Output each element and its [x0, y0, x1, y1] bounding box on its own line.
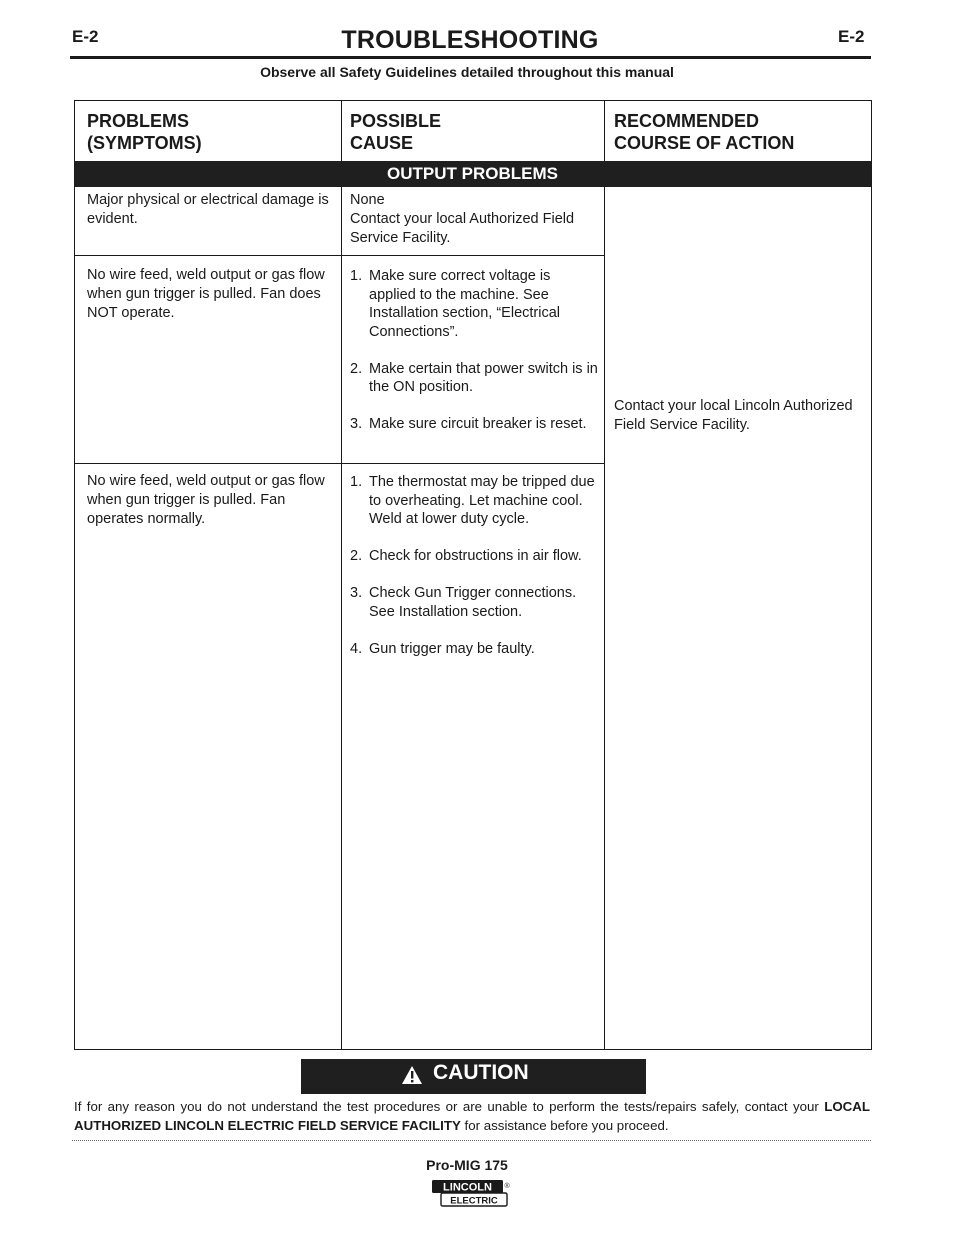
caution-text-end: for assistance before you proceed. [460, 1118, 669, 1133]
column-divider [341, 101, 342, 1049]
step-text: Check for obstructions in air flow. [369, 548, 582, 564]
logo-line2: ELECTRIC [450, 1195, 498, 1207]
row-divider [75, 255, 604, 256]
step-text: Gun trigger may be faulty. [369, 640, 535, 657]
page-title: TROUBLESHOOTING [341, 26, 599, 54]
safety-note: Observe all Safety Guidelines detailed throughout this manual [260, 64, 674, 80]
caution-text-start: If for any reason you do not understand the test procedures or are unable to perform the tests/repairs safely, contact your [74, 1099, 825, 1114]
step-text: The thermostat may be tripped due to overheating. Let machine cool. Weld at lower duty cycle. [369, 474, 595, 527]
step-number: 1. [350, 474, 363, 490]
page-number-right: E-2 [838, 27, 865, 46]
caution-banner [301, 1059, 646, 1094]
logo-registered-mark: ® [504, 1183, 510, 1190]
section-title: OUTPUT PROBLEMS [387, 164, 558, 183]
list-item [350, 267, 598, 341]
list-item [350, 473, 600, 529]
step-number: 3. [350, 416, 363, 432]
lincoln-electric-logo [431, 1179, 511, 1208]
model-name: Pro-MIG 175 [426, 1157, 508, 1173]
step-text: Make sure correct voltage is applied to the machine. See Installation section, “Electrical Connections”. [369, 268, 560, 340]
step-number: 1. [350, 268, 363, 284]
troubleshooting-table [74, 100, 872, 1050]
step-number: 4. [350, 640, 363, 657]
cause-list [350, 473, 600, 677]
step-number: 3. [350, 585, 363, 601]
caution-text [74, 1097, 870, 1135]
footer-divider [72, 1140, 871, 1141]
recommended-action: Contact your local Lincoln Authorized Field Service Facility. [614, 398, 853, 433]
page-number-left: E-2 [72, 27, 99, 46]
logo-line1: LINCOLN [443, 1181, 492, 1194]
list-item [350, 640, 600, 659]
warning-triangle-icon [401, 1065, 423, 1085]
header-problems: PROBLEMS (SYMPTOMS) [87, 111, 202, 153]
cause-text: None Contact your local Authorized Field Service Facility. [350, 192, 575, 246]
caution-label: CAUTION [433, 1061, 529, 1084]
step-text: Make sure circuit breaker is reset. [369, 416, 587, 432]
header-action: RECOMMENDED COURSE OF ACTION [614, 111, 795, 153]
symptom-text: No wire feed, weld output or gas flow when gun trigger is pulled. Fan operates normally. [87, 473, 325, 527]
row-divider [75, 463, 604, 464]
column-divider [604, 101, 605, 1049]
list-item [350, 584, 600, 621]
list-item [350, 360, 598, 397]
step-number: 2. [350, 548, 363, 564]
step-number: 2. [350, 360, 363, 377]
caution-text-bold: LOCAL AUTHORIZED LINCOLN ELECTRIC FIELD SERVICE FACILITY [74, 1099, 870, 1133]
cause-list [350, 267, 598, 452]
list-item [350, 415, 598, 434]
list-item [350, 547, 600, 566]
step-text: Make certain that power switch is in the ON position. [369, 360, 598, 395]
symptom-text: No wire feed, weld output or gas flow when gun trigger is pulled. Fan does NOT operate. [87, 267, 325, 321]
header-rule [70, 56, 871, 59]
step-text: Check Gun Trigger connections. See Installation section. [369, 585, 577, 620]
symptom-text: Major physical or electrical damage is evident. [87, 192, 329, 227]
header-cause: POSSIBLE CAUSE [350, 111, 442, 153]
